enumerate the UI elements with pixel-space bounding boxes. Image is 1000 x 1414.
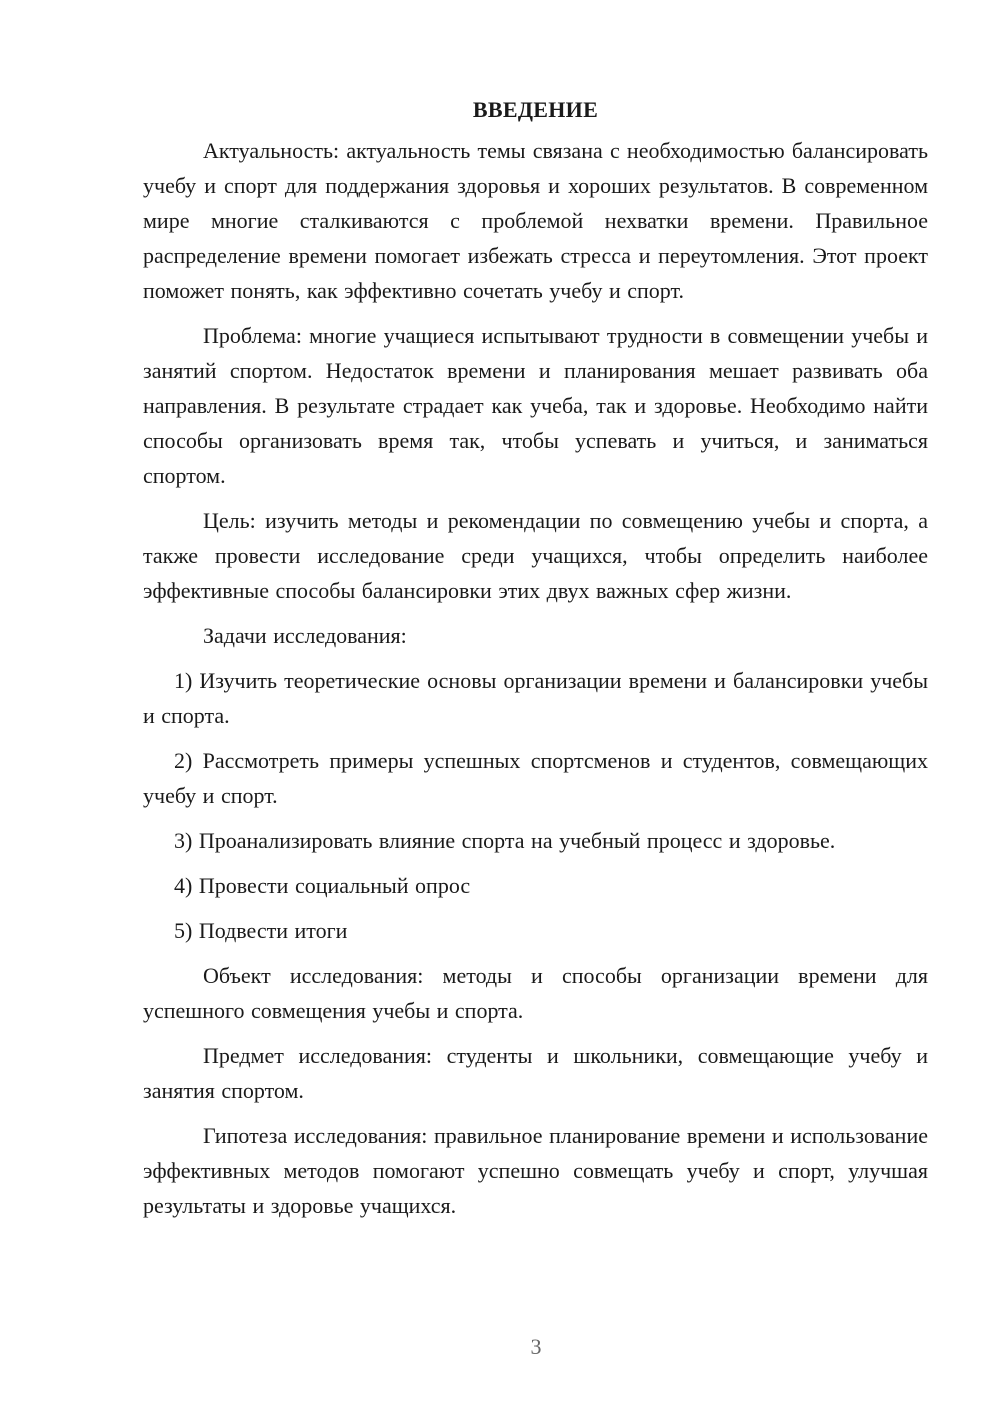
problem-paragraph: Проблема: многие учащиеся испытывают трудности в совмещении учебы и занятий спортом. Недостаток времени и планирования мешает развивать оба направления. В результате страдает как учеба, так и здоровье. Необходимо найти способы организовать время так, чтобы успевать и учиться, и заниматься спортом. (143, 323, 928, 488)
object-paragraph: Объект исследования: методы и способы организации времени для успешного совмещения учебы и спорта. (143, 963, 928, 1023)
task-item-3: 3) Проанализировать влияние спорта на учебный процесс и здоровье. (174, 828, 836, 853)
tasks-heading: Задачи исследования: (203, 623, 407, 648)
hypothesis-paragraph: Гипотеза исследования: правильное планирование времени и использование эффективных методов помогают успешно совмещать учебу и спорт, улучшая результаты и здоровье учащихся. (143, 1123, 928, 1218)
subject-paragraph: Предмет исследования: студенты и школьники, совмещающие учебу и занятия спортом. (143, 1043, 928, 1103)
task-item-5: 5) Подвести итоги (174, 918, 348, 943)
page-title: ВВЕДЕНИЕ (472, 97, 599, 122)
relevance-paragraph: Актуальность: актуальность темы связана с необходимостью балансировать учебу и спорт для поддержания здоровья и хороших результатов. В современном мире многие сталкиваются с проблемой нехватки времени. Правильное распределение времени помогает избежать стресса и переутомления. Этот проект поможет понять, как эффективно сочетать учебу и спорт. (143, 138, 928, 303)
document-page (143, 92, 928, 1233)
task-item-2: 2) Рассмотреть примеры успешных спортсменов и студентов, совмещающих учебу и спорт. (143, 748, 928, 808)
task-item-1: 1) Изучить теоретические основы организации времени и балансировки учебы и спорта. (143, 668, 928, 728)
goal-paragraph: Цель: изучить методы и рекомендации по совмещению учебы и спорта, а также провести исследование среди учащихся, чтобы определить наиболее эффективные способы балансировки этих двух важных сфер жизни. (143, 508, 928, 603)
task-item-4: 4) Провести социальный опрос (174, 873, 471, 898)
page-number: 3 (530, 1334, 542, 1359)
